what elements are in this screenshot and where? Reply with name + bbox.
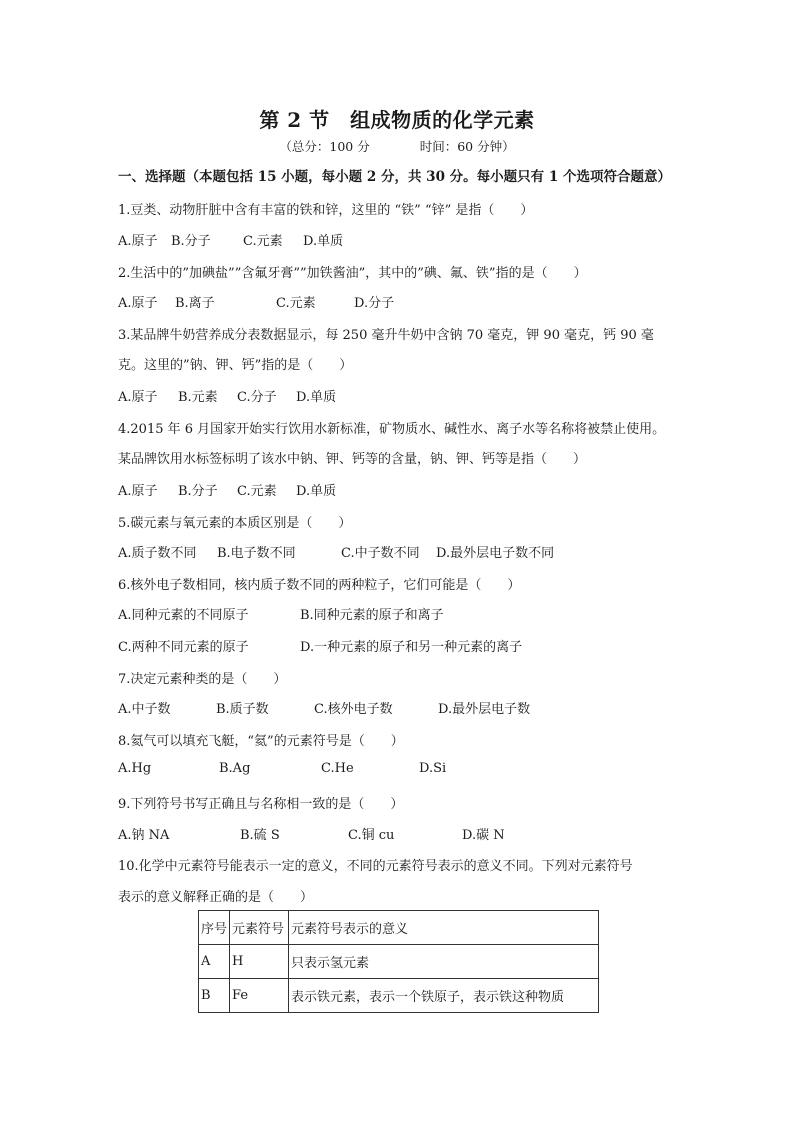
option-a: A.原子	[118, 296, 158, 311]
question-2: 2.生活中的”加碘盐””含氟牙膏””加铁酱油”，其中的”碘、氟、铁”指的是（ ）	[118, 266, 587, 281]
option-d: D.单质	[296, 484, 337, 499]
option-b: B.同种元素的原子和离子	[300, 608, 444, 623]
table-cell: 表示铁元素，表示一个铁原子，表示铁这种物质	[289, 979, 599, 1013]
option-a: A.原子	[118, 390, 158, 405]
option-b: B.质子数	[216, 702, 269, 717]
question-6: 6.核外电子数相同，核内质子数不同的两种粒子，它们可能是（ ）	[118, 578, 521, 593]
option-d: D.Si	[419, 761, 447, 776]
page-title: 第 2 节 组成物质的化学元素	[259, 108, 535, 132]
question-10-cont: 表示的意义解释正确的是（ ）	[118, 890, 314, 905]
option-c: C.核外电子数	[314, 702, 393, 717]
option-d: D.单质	[303, 234, 344, 249]
option-d: D.碳 N	[462, 828, 505, 843]
question-5: 5.碳元素与氧元素的本质区别是（ ）	[118, 516, 352, 531]
section-heading: 一、选择题（本题包括 15 小题，每小题 2 分，共 30 分。每小题只有 1 个选项符合题意）	[118, 169, 671, 185]
option-c: C.中子数不同	[341, 546, 420, 561]
question-3: 3.某品牌牛奶营养成分表数据显示，每 250 毫升牛奶中含钠 70 毫克，钾 90 毫克，钙 90 毫	[118, 328, 654, 343]
element-symbol-table	[198, 910, 599, 1013]
option-b: B.离子	[175, 296, 215, 311]
option-c: C.元素	[243, 234, 283, 249]
exam-info	[0, 137, 794, 155]
option-c: C.铜 cu	[348, 828, 395, 843]
option-a: A.原子	[118, 484, 158, 499]
table-row	[199, 979, 599, 1013]
table-cell: H	[230, 945, 289, 979]
option-b: B.元素	[178, 390, 218, 405]
option-b: B.硫 S	[240, 828, 280, 843]
question-4: 4.2015 年 6 月国家开始实行饮用水新标准，矿物质水、碱性水、离子水等名称将被禁止使用。	[118, 422, 666, 437]
question-1: 1.豆类、动物肝脏中含有丰富的铁和锌，这里的 “铁” “锌” 是指（ ）	[118, 203, 534, 218]
time-limit: 时间：60 分钟）	[419, 139, 515, 154]
option-a: A.质子数不同	[118, 546, 197, 561]
option-a: A.钠 NA	[118, 828, 170, 843]
option-b: B.分子	[178, 484, 218, 499]
option-c: C.两种不同元素的原子	[118, 640, 249, 655]
table-cell: B	[199, 979, 230, 1013]
option-d: D.分子	[354, 296, 395, 311]
question-4-cont: 某品牌饮用水标签标明了该水中钠、钾、钙等的含量，钠、钾、钙等是指（ ）	[118, 452, 587, 467]
question-10: 10.化学中元素符号能表示一定的意义，不同的元素符号表示的意义不同。下列对元素符号	[118, 859, 633, 874]
question-7: 7.决定元素种类的是（ ）	[118, 672, 287, 687]
option-c: C.分子	[237, 390, 277, 405]
question-3-cont: 克。这里的”钠、钾、钙”指的是（ ）	[118, 358, 353, 373]
option-d: D.一种元素的原子和另一种元素的离子	[300, 640, 523, 655]
option-a: A.同种元素的不同原子	[118, 608, 249, 623]
option-b: B.Ag	[219, 761, 251, 776]
question-9: 9.下列符号书写正确且与名称相一致的是（ ）	[118, 797, 404, 812]
option-b: B.电子数不同	[217, 546, 296, 561]
table-header: 序号	[199, 911, 230, 945]
table-header: 元素符号表示的意义	[289, 911, 599, 945]
table-header: 元素符号	[230, 911, 289, 945]
option-d: D.最外层电子数	[438, 702, 531, 717]
table-cell: Fe	[230, 979, 289, 1013]
option-c: C.He	[321, 761, 354, 776]
option-d: D.最外层电子数不同	[436, 546, 555, 561]
total-score: （总分：100 分	[279, 139, 370, 154]
table-header-row	[199, 911, 599, 945]
table-cell: 只表示氢元素	[289, 945, 599, 979]
option-c: C.元素	[276, 296, 316, 311]
option-a: A.原子	[118, 234, 158, 249]
option-c: C.元素	[237, 484, 277, 499]
option-b: B.分子	[171, 234, 211, 249]
question-8: 8.氦气可以填充飞艇，“氦”的元素符号是（ ）	[118, 734, 404, 749]
option-d: D.单质	[296, 390, 337, 405]
option-a: A.中子数	[118, 702, 171, 717]
option-a: A.Hg	[118, 761, 152, 776]
table-row	[199, 945, 599, 979]
table-cell: A	[199, 945, 230, 979]
